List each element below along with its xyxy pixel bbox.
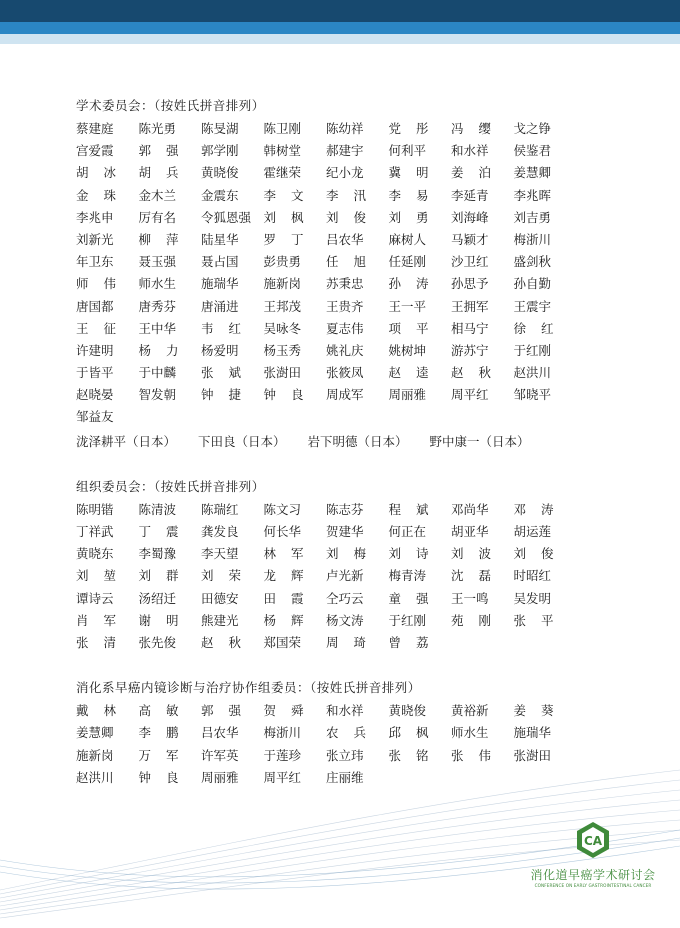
member-name: 师伟 [76, 276, 132, 292]
member-name: 龚发良 [201, 524, 239, 539]
foreign-member-name: 下田良（日本） [198, 433, 286, 449]
member-name: 吴发明 [513, 590, 552, 606]
member-name: 杨爱明 [201, 342, 239, 358]
member-name: 丁震 [138, 524, 194, 539]
member-name: 于红刚 [513, 342, 552, 358]
member-name: 刘海峰 [451, 209, 489, 225]
member-name: 陈旻湖 [201, 121, 239, 136]
member-name: 梅青涛 [388, 568, 427, 584]
member-name: 汤绍迁 [138, 590, 177, 606]
member-name: 邓尚华 [451, 501, 489, 517]
member-name: 蔡建庭 [76, 121, 114, 136]
member-name: 唐秀芬 [138, 298, 177, 314]
member-name: 刘梅 [326, 546, 382, 562]
member-name: 何长华 [263, 524, 302, 539]
foreign-member-name: 野中康一（日本） [429, 433, 530, 449]
member-name: 童强 [388, 590, 444, 606]
member-name: 麻树人 [388, 231, 427, 247]
member-name: 党彤 [388, 121, 444, 136]
member-name: 赵秋 [451, 365, 507, 381]
member-name: 赵逵 [388, 365, 444, 381]
header-band-dark [0, 0, 680, 22]
member-name: 邹益友 [76, 409, 114, 425]
member-name: 杨力 [138, 342, 194, 358]
member-name: 高敏 [138, 703, 194, 719]
member-name: 周琦 [326, 634, 382, 650]
member-name: 何利平 [388, 143, 427, 159]
member-name: 胡运莲 [513, 524, 552, 539]
member-name: 赵晓晏 [76, 387, 114, 403]
academic-committee-heading: 学术委员会：（按姓氏拼音排列） [76, 98, 265, 113]
organizing-committee-section [76, 477, 596, 654]
member-name: 金震东 [201, 187, 239, 203]
member-name: 刘荣 [201, 568, 257, 584]
member-name: 刘诗 [388, 546, 444, 562]
member-name: 刘群 [138, 568, 194, 584]
member-name: 张铭 [388, 747, 444, 763]
member-name: 农兵 [326, 725, 382, 741]
member-name: 金珠 [76, 187, 132, 203]
member-name: 游苏宁 [451, 342, 489, 358]
member-name: 师水生 [138, 276, 177, 292]
member-name: 韩树堂 [263, 143, 302, 159]
member-name: 唐国都 [76, 298, 114, 314]
member-name: 万军 [138, 747, 194, 763]
member-name: 孙自勤 [513, 276, 552, 292]
member-name: 聂玉强 [138, 254, 177, 270]
member-name: 姜慧卿 [513, 165, 552, 181]
member-name: 施新岗 [76, 747, 114, 763]
member-name: 李兆申 [76, 209, 114, 225]
member-name: 厉有名 [138, 209, 177, 225]
member-name: 田霞 [263, 590, 319, 606]
member-name: 和水祥 [451, 143, 489, 159]
member-name: 姜慧卿 [76, 725, 114, 741]
member-name: 陈明锴 [76, 501, 114, 517]
member-name: 庄丽维 [326, 769, 364, 785]
member-name: 赵洪川 [513, 365, 552, 381]
collaboration-group-heading: 消化系早癌内镜诊断与治疗协作组委员：（按姓氏拼音排列） [76, 680, 421, 696]
member-name: 杨文涛 [326, 612, 364, 628]
member-name: 黄晓东 [76, 546, 114, 562]
member-name: 贺建华 [326, 524, 364, 539]
member-name: 李汛 [326, 187, 382, 203]
member-name: 孙涛 [388, 276, 444, 292]
member-name: 何正在 [388, 524, 427, 539]
member-name: 张斌 [201, 365, 257, 381]
member-name: 项平 [388, 320, 444, 336]
academic-committee-section [76, 96, 596, 453]
header-band-light [0, 34, 680, 44]
member-name: 姚树坤 [388, 342, 427, 358]
member-name: 龙辉 [263, 568, 319, 584]
member-name: 陈文习 [263, 501, 302, 517]
member-name: 刘吉勇 [513, 209, 552, 225]
member-name: 赵秋 [201, 634, 257, 650]
member-name: 苏秉忠 [326, 276, 364, 292]
member-name: 陈光勇 [138, 121, 177, 136]
member-name: 张澍田 [513, 747, 552, 763]
member-name: 贺舜 [263, 703, 319, 719]
member-name: 胡兵 [138, 165, 194, 181]
member-name: 李文 [263, 187, 319, 203]
member-name: 聂占国 [201, 254, 239, 270]
member-name: 刘波 [451, 546, 507, 562]
committee-list [76, 96, 596, 813]
member-name: 柳萍 [138, 231, 194, 247]
member-name: 侯鉴君 [513, 143, 552, 159]
member-name: 张澍田 [263, 365, 302, 381]
member-name: 丁祥武 [76, 524, 114, 539]
member-name: 盛剑秋 [513, 254, 552, 270]
member-name: 相马宁 [451, 320, 489, 336]
member-name: 李鹏 [138, 725, 194, 741]
member-name: 张平 [513, 612, 569, 628]
member-name: 施瑞华 [201, 276, 239, 292]
foreign-members-row [76, 431, 596, 453]
member-name: 肖军 [76, 612, 132, 628]
member-name: 郭强 [201, 703, 257, 719]
member-name: 王贵齐 [326, 298, 364, 314]
member-name: 于皆平 [76, 365, 114, 381]
member-name: 许建明 [76, 342, 114, 358]
foreign-member-name: 岩下明德（日本） [307, 433, 408, 449]
member-name: 梅浙川 [513, 231, 552, 247]
member-name: 谢明 [138, 612, 194, 628]
member-name: 冀明 [388, 165, 444, 181]
member-name: 吴咏冬 [263, 320, 302, 336]
member-name: 曾荔 [388, 634, 444, 650]
member-name: 于红刚 [388, 612, 427, 628]
conference-logo-icon [573, 820, 613, 860]
member-name: 卢光新 [326, 568, 364, 584]
member-name: 周平红 [263, 769, 302, 785]
member-name: 姜葵 [513, 703, 569, 719]
member-name: 梅浙川 [263, 725, 302, 741]
member-name: 智发朝 [138, 387, 177, 403]
member-name: 于中麟 [138, 365, 177, 381]
member-name: 霍继荣 [263, 165, 302, 181]
member-name: 王邦茂 [263, 298, 302, 314]
member-name: 赵洪川 [76, 769, 114, 785]
member-name: 陈卫刚 [263, 121, 302, 136]
member-name: 许军英 [201, 747, 239, 763]
member-name: 张先俊 [138, 634, 177, 650]
member-name: 令狐恩强 [201, 209, 252, 225]
member-name: 韦红 [201, 320, 257, 336]
member-name: 郭学刚 [201, 143, 239, 159]
member-name: 王一平 [388, 298, 427, 314]
member-name: 罗丁 [263, 231, 319, 247]
member-name: 刘枫 [263, 209, 319, 225]
member-name: 张立玮 [326, 747, 364, 763]
member-name: 施瑞华 [513, 725, 552, 741]
member-name: 王一鸣 [451, 590, 489, 606]
member-name: 陈幼祥 [326, 121, 364, 136]
member-name: 胡亚华 [451, 524, 489, 539]
member-name: 刘新光 [76, 231, 114, 247]
member-name: 和水祥 [326, 703, 364, 719]
member-name: 于莲珍 [263, 747, 302, 763]
member-name: 郝建宇 [326, 143, 364, 159]
member-name: 任延刚 [388, 254, 427, 270]
member-name: 刘勇 [388, 209, 444, 225]
member-name: 田德安 [201, 590, 239, 606]
member-name: 王征 [76, 320, 132, 336]
member-name: 周成军 [326, 387, 364, 403]
member-name: 吕农华 [201, 725, 239, 741]
member-name: 周丽雅 [201, 769, 239, 785]
member-name: 李兆晖 [513, 187, 552, 203]
member-name: 施新岗 [263, 276, 302, 292]
academic-committee-names [76, 118, 596, 429]
member-name: 王震宇 [513, 298, 552, 314]
member-name: 林军 [263, 546, 319, 562]
member-name: 程斌 [388, 501, 444, 517]
member-name: 邱枫 [388, 725, 444, 741]
member-name: 沈磊 [451, 568, 507, 584]
member-name: 杨辉 [263, 612, 319, 628]
header-band-mid [0, 22, 680, 34]
member-name: 刘俊 [326, 209, 382, 225]
member-name: 冯缨 [451, 121, 507, 136]
member-name: 陆星华 [201, 231, 239, 247]
member-name: 金木兰 [138, 187, 177, 203]
organizing-committee-heading: 组织委员会：（按姓氏拼音排列） [76, 478, 265, 494]
member-name: 周平红 [451, 387, 489, 403]
member-name: 刘俊 [513, 546, 569, 562]
foreign-member-name: 泷泽耕平（日本） [76, 433, 177, 449]
member-name: 仝巧云 [326, 590, 364, 606]
member-name: 胡冰 [76, 165, 132, 181]
member-name: 纪小龙 [326, 165, 364, 181]
member-name: 年卫东 [76, 254, 114, 270]
conference-title: 消化道早癌学术研讨会 [530, 868, 656, 882]
member-name: 徐红 [513, 320, 569, 336]
member-name: 师水生 [451, 725, 489, 741]
member-name: 黄裕新 [451, 703, 489, 719]
member-name: 杨玉秀 [263, 342, 302, 358]
member-name: 钟良 [138, 769, 194, 785]
member-name: 熊建光 [201, 612, 239, 628]
conference-logo [528, 820, 658, 900]
member-name: 姜泊 [451, 165, 507, 181]
member-name: 邹晓平 [513, 387, 552, 403]
conference-subtitle: CONFERENCE ON EARLY GASTROINTESTINAL CANCER [534, 883, 652, 888]
member-name: 刘堃 [76, 568, 132, 584]
member-name: 沙卫红 [451, 254, 489, 270]
member-name: 王拥军 [451, 298, 489, 314]
member-name: 宫爱霞 [76, 143, 114, 159]
member-name: 张伟 [451, 747, 507, 763]
member-name: 李天望 [201, 546, 239, 562]
member-name: 马颖才 [451, 231, 489, 247]
member-name: 彭贵勇 [263, 254, 302, 270]
member-name: 谭诗云 [76, 590, 114, 606]
organizing-committee-names [76, 499, 596, 654]
member-name: 郑国荣 [263, 634, 302, 650]
member-name: 吕农华 [326, 231, 364, 247]
member-name: 时昭红 [513, 568, 552, 584]
member-name: 陈清波 [138, 501, 177, 517]
member-name: 钟捷 [201, 387, 257, 403]
member-name: 唐涌进 [201, 298, 239, 314]
member-name: 李蜀豫 [138, 546, 177, 562]
member-name: 姚礼庆 [326, 342, 364, 358]
member-name: 张清 [76, 634, 132, 650]
member-name: 苑刚 [451, 612, 507, 628]
member-name: 李易 [388, 187, 444, 203]
logo-mark-text: CA [583, 834, 603, 848]
member-name: 陈瑞红 [201, 501, 239, 517]
member-name: 黄晓俊 [201, 165, 239, 181]
member-name: 李延青 [451, 187, 489, 203]
member-name: 夏志伟 [326, 320, 364, 336]
member-name: 黄晓俊 [388, 703, 427, 719]
member-name: 戴林 [76, 703, 132, 719]
member-name: 周丽雅 [388, 387, 427, 403]
member-name: 张筱凤 [326, 365, 364, 381]
member-name: 孙思予 [451, 276, 489, 292]
member-name: 钟良 [263, 387, 319, 403]
member-name: 戈之铮 [513, 121, 552, 136]
member-name: 郭强 [138, 143, 194, 159]
member-name: 陈志芬 [326, 501, 364, 517]
member-name: 王中华 [138, 320, 177, 336]
member-name: 任旭 [326, 254, 382, 270]
member-name: 邓涛 [513, 501, 569, 517]
